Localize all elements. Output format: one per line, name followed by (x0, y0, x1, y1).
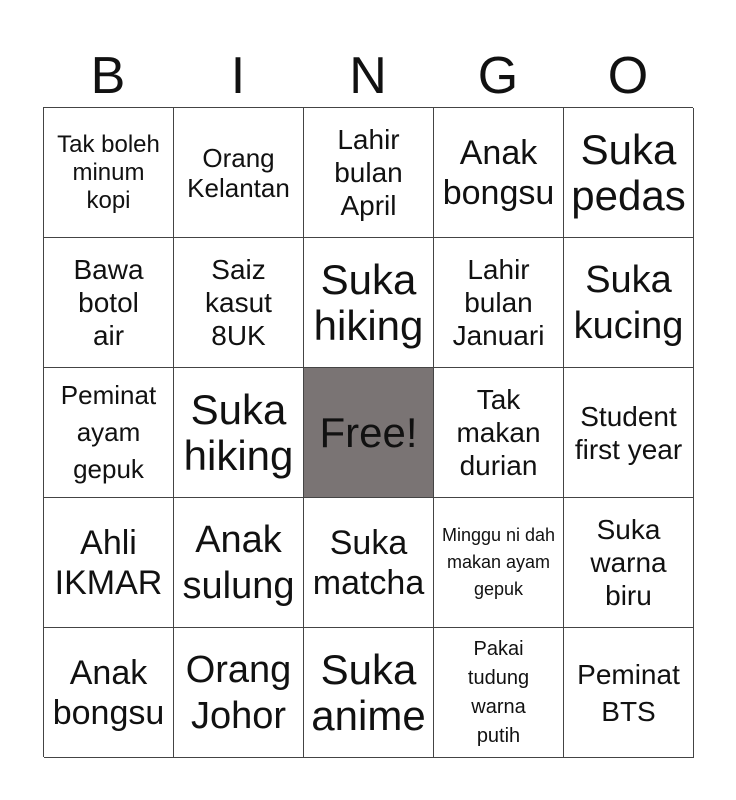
bingo-grid (43, 107, 693, 757)
bingo-cell[interactable] (434, 498, 564, 628)
cell-label: Suka kucing (573, 258, 684, 347)
cell-label: Orang Kelantan (187, 142, 290, 203)
bingo-cell[interactable] (174, 108, 304, 238)
cell-label: Suka hiking (313, 255, 424, 349)
cell-label: Student first year (574, 400, 683, 465)
bingo-cell[interactable] (174, 368, 304, 498)
header-letter-b: B (90, 47, 126, 105)
cell-label: Tak makan durian (456, 384, 541, 481)
cell-label: Suka matcha (312, 523, 425, 602)
cell-label: Minggu ni dah makan ayam gepuk (441, 525, 556, 599)
bingo-cell[interactable] (434, 628, 564, 758)
cell-label: Pakai tudung warna putih (467, 637, 530, 747)
cell-label: Suka hiking (183, 385, 294, 479)
header-letter-o: O (607, 47, 649, 105)
bingo-cell[interactable] (434, 108, 564, 238)
bingo-cell[interactable] (44, 498, 174, 628)
cell-label: Peminat BTS (577, 658, 680, 727)
bingo-header (43, 46, 693, 106)
cell-label: Suka pedas (571, 125, 686, 219)
cell-label: Orang Johor (185, 648, 292, 737)
header-letter-i: I (230, 47, 246, 105)
cell-label: Suka warna biru (590, 514, 667, 611)
cell-label: Saiz kasut 8UK (205, 254, 272, 351)
bingo-cell[interactable] (564, 498, 694, 628)
bingo-cell[interactable] (44, 628, 174, 758)
cell-label: Anak bongsu (52, 653, 165, 732)
cell-label: Lahir bulan April (334, 124, 403, 221)
cell-label: Anak bongsu (442, 133, 555, 212)
bingo-cell[interactable] (564, 368, 694, 498)
cell-label: Peminat ayam gepuk (60, 380, 157, 484)
bingo-cell[interactable] (434, 238, 564, 368)
cell-label: Suka anime (311, 645, 426, 739)
free-space-cell[interactable] (304, 368, 434, 498)
bingo-cell[interactable] (304, 498, 434, 628)
header-letter-g: G (477, 47, 519, 105)
bingo-cell[interactable] (174, 628, 304, 758)
bingo-cell[interactable] (304, 628, 434, 758)
bingo-cell[interactable] (564, 108, 694, 238)
header-letter-n: N (349, 47, 387, 105)
bingo-cell[interactable] (44, 108, 174, 238)
bingo-cell[interactable] (434, 368, 564, 498)
cell-label: Lahir bulan Januari (452, 254, 545, 351)
cell-label: Bawa botol air (73, 254, 144, 351)
cell-label: Anak sulung (182, 518, 295, 607)
free-space-label: Free! (319, 408, 418, 456)
bingo-cell[interactable] (564, 628, 694, 758)
cell-label: Ahli IKMAR (54, 523, 163, 602)
bingo-cell[interactable] (564, 238, 694, 368)
bingo-cell[interactable] (304, 238, 434, 368)
bingo-cell[interactable] (174, 238, 304, 368)
bingo-cell[interactable] (44, 368, 174, 498)
bingo-cell[interactable] (304, 108, 434, 238)
cell-label: Tak boleh minum kopi (57, 130, 160, 214)
bingo-cell[interactable] (174, 498, 304, 628)
bingo-cell[interactable] (44, 238, 174, 368)
